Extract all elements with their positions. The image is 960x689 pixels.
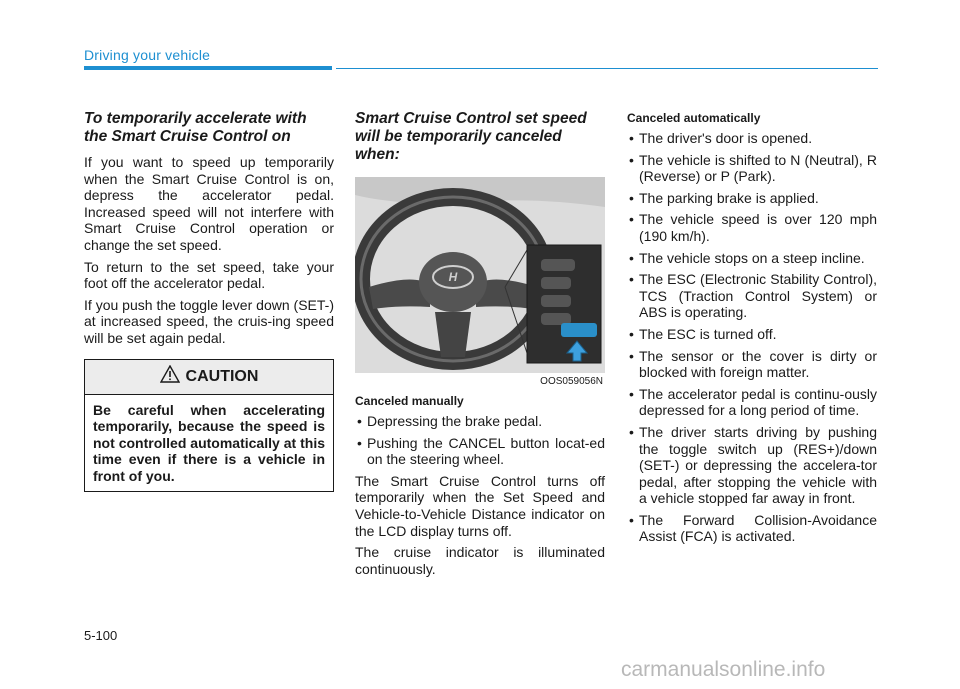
list-item: • The accelerator pedal is continu-ously depressed for a long period of time. xyxy=(627,386,877,419)
heading-cancel: Smart Cruise Control set speed will be temporarily canceled when: xyxy=(355,110,587,163)
auto-cancel-heading: Canceled automatically xyxy=(627,111,761,125)
header-rule-thin xyxy=(336,68,878,69)
list-item: • The Forward Collision-Avoidance Assist (FCA) is activated. xyxy=(627,512,877,545)
list-item: • The driver starts driving by pushing the toggle switch up (RES+)/down (SET-) or depressing the accelera-tor pedal, after stopping the vehicle with a vehicle stopped far away in front. xyxy=(627,424,877,507)
header-rule-thick xyxy=(84,66,332,70)
paragraph: The Smart Cruise Control turns off temporarily when the Set Speed and Vehicle-to-Vehicle Distance indicator on the LCD display turns off. xyxy=(355,472,605,539)
figure-caption: OOS059056N xyxy=(540,376,603,387)
warning-triangle-icon xyxy=(160,365,180,388)
list-item: • Pushing the CANCEL button locat-ed on the steering wheel. xyxy=(355,435,605,468)
paragraph: To return to the set speed, take your foot off the accelerator pedal. xyxy=(84,258,334,292)
list-item: • The parking brake is applied. xyxy=(627,190,877,207)
paragraph: The cruise indicator is illuminated continuously. xyxy=(355,544,605,577)
list-item: • The ESC is turned off. xyxy=(627,326,877,343)
column-middle xyxy=(355,110,605,582)
list-item: • The vehicle is shifted to N (Neutral), R (Reverse) or P (Park). xyxy=(627,152,877,185)
paragraph: If you want to speed up temporarily when the Smart Cruise Control is on, depress the accelerator pedal. Increased speed will not interfere with Smart Cruise Control operation or change the set speed. xyxy=(84,154,334,253)
steering-wheel-figure xyxy=(355,177,605,387)
list-item: • The ESC (Electronic Stability Control), TCS (Traction Control System) or ABS is operating. xyxy=(627,271,877,321)
paragraph: If you push the toggle lever down (SET-) at increased speed, the cruis-ing speed will be set again pedal. xyxy=(84,296,334,346)
column-left xyxy=(84,110,334,492)
section-title: Driving your vehicle xyxy=(84,47,211,63)
column-right xyxy=(627,110,877,550)
svg-text:H: H xyxy=(448,270,458,284)
steering-wheel-illustration xyxy=(355,177,605,373)
heading-accelerate: To temporarily accelerate with the Smart Cruise Control on xyxy=(84,110,307,145)
list-item: • The vehicle stops on a steep incline. xyxy=(627,250,877,267)
auto-cancel-list xyxy=(627,130,877,545)
caution-text: Be careful when accelerating temporarily, because the speed is not controlled automatically at this time even if there is a vehicle in front of you. xyxy=(93,401,325,484)
list-item: • The driver's door is opened. xyxy=(627,130,877,147)
manual-cancel-list xyxy=(355,413,605,468)
caution-box xyxy=(84,359,334,492)
list-item: • The sensor or the cover is dirty or blocked with foreign matter. xyxy=(627,348,877,381)
list-item: • Depressing the brake pedal. xyxy=(355,413,605,430)
caution-title: CAUTION xyxy=(185,367,259,385)
caution-header xyxy=(85,360,333,395)
list-item: • The vehicle speed is over 120 mph (190 km/h). xyxy=(627,211,877,244)
watermark[interactable]: carmanualsonline.info xyxy=(621,658,826,681)
manual-cancel-heading: Canceled manually xyxy=(355,394,464,408)
page-number: 5-100 xyxy=(84,628,118,643)
